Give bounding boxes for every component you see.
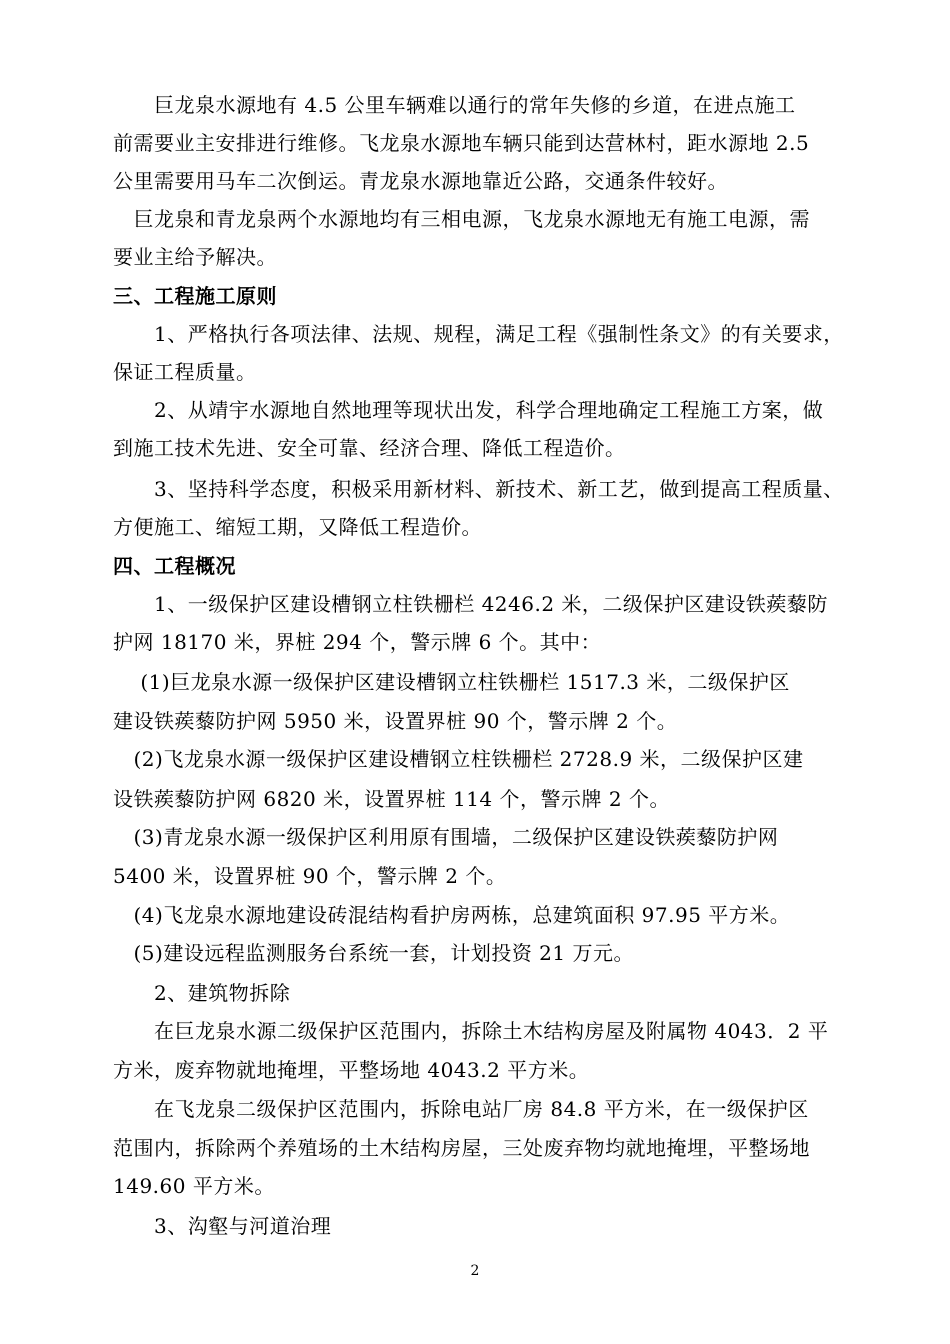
body-text-line: 巨龙泉和青龙泉两个水源地均有三相电源，飞龙泉水源地无有施工电源，需 [113,207,810,231]
body-text-line: 149.60 平方米。 [113,1174,275,1198]
section-heading-3: 三、工程施工原则 [113,284,277,308]
body-text-line: 方米，废弃物就地掩埋，平整场地 4043.2 平方米。 [113,1058,590,1082]
body-text-line: 范围内，拆除两个养殖场的土木结构房屋，三处废弃物均就地掩埋，平整场地 [113,1136,810,1160]
body-text-line: 建设铁蒺藜防护网 5950 米，设置界桩 90 个，警示牌 2 个。 [113,709,678,733]
page-number: 2 [470,1263,480,1279]
body-text-line: (4)飞龙泉水源地建设砖混结构看护房两栋，总建筑面积 97.95 平方米。 [113,903,791,927]
body-text-line: 要业主给予解决。 [113,245,277,269]
body-text-line: 2、从靖宇水源地自然地理等现状出发，科学合理地确定工程施工方案，做 [113,398,824,422]
body-text-line: 在巨龙泉水源二级保护区范围内，拆除土木结构房屋及附属物 4043．2 平 [113,1019,829,1043]
body-text-line: (5)建设远程监测服务台系统一套，计划投资 21 万元。 [113,941,634,965]
body-text-line: 在飞龙泉二级保护区范围内，拆除电站厂房 84.8 平方米，在一级保护区 [113,1097,809,1121]
body-text-line: 巨龙泉水源地有 4.5 公里车辆难以通行的常年失修的乡道，在进点施工 [113,93,796,117]
body-text-line: 保证工程质量。 [113,360,257,384]
body-text-line: 3、沟壑与河道治理 [113,1214,332,1238]
body-text-line: 2、建筑物拆除 [113,981,291,1005]
body-text-line: 3、坚持科学态度，积极采用新材料、新技术、新工艺，做到提高工程质量、 [113,477,844,501]
body-text-line: 到施工技术先进、安全可靠、经济合理、降低工程造价。 [113,436,626,460]
body-text-line: 方便施工、缩短工期，又降低工程造价。 [113,515,482,539]
body-text-line: (2)飞龙泉水源一级保护区建设槽钢立柱铁栅栏 2728.9 米，二级保护区建 [113,747,804,771]
body-text-line: 1、严格执行各项法律、法规、规程，满足工程《强制性条文》的有关要求， [113,322,844,346]
body-text-line: 设铁蒺藜防护网 6820 米，设置界桩 114 个，警示牌 2 个。 [113,787,670,811]
body-text-line: 1、一级保护区建设槽钢立柱铁栅栏 4246.2 米，二级保护区建设铁蒺藜防 [113,592,828,616]
body-text-line: (1)巨龙泉水源一级保护区建设槽钢立柱铁栅栏 1517.3 米，二级保护区 [113,670,790,694]
body-text-line: 前需要业主安排进行维修。飞龙泉水源地车辆只能到达营林村，距水源地 2.5 [113,131,810,155]
body-text-line: (3)青龙泉水源一级保护区利用原有围墙，二级保护区建设铁蒺藜防护网 [113,825,779,849]
body-text-line: 护网 18170 米，界桩 294 个，警示牌 6 个。其中： [113,630,602,654]
section-heading-4: 四、工程概况 [113,554,236,578]
body-text-line: 公里需要用马车二次倒运。青龙泉水源地靠近公路，交通条件较好。 [113,169,728,193]
body-text-line: 5400 米，设置界桩 90 个，警示牌 2 个。 [113,864,507,888]
